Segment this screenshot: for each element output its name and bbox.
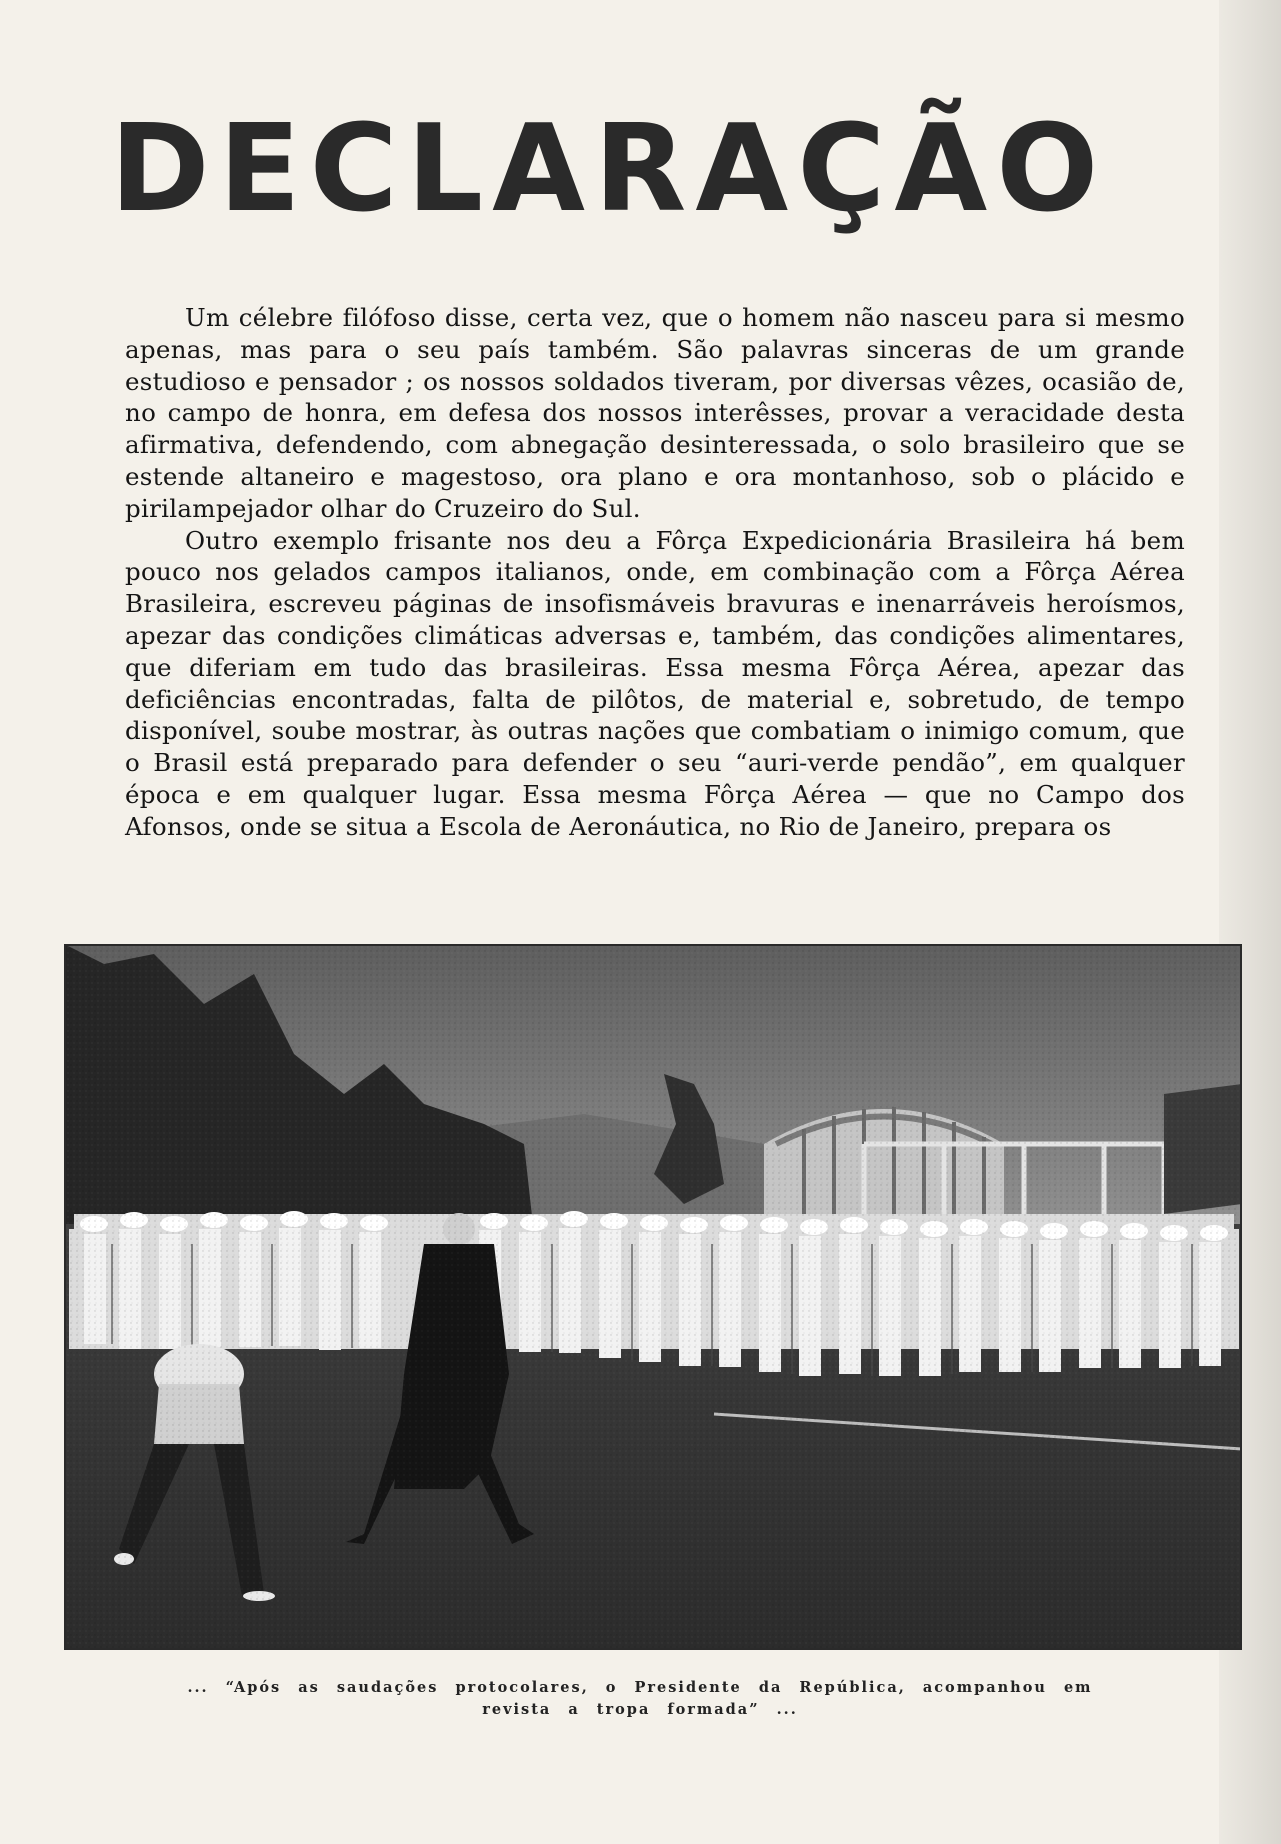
photo-caption: ... “Após as saudações protocolares, o Presidente da República, acompanhou em revista a tropa formada” ... xyxy=(187,1679,1093,1718)
paragraph-1: Um célebre filófoso disse, certa vez, que o homem não nasceu para si mesmo apenas, mas para o seu país também. São palavras sinceras de um grande estudioso e pensador ; os nossos soldados tiveram, por diversas vêzes, ocasião de, no campo de honra, em defesa dos nossos interêsses, provar a veracidade desta afirmativa, defendendo, com abnegação desinteressada, o solo brasileiro que se estende altaneiro e magestoso, ora plano e ora montanhoso, sob o plácido e pirilampejador olhar do Cruzeiro do Sul. xyxy=(125,303,1185,523)
parade-photo-illustration xyxy=(64,944,1242,1650)
paragraph-2: Outro exemplo frisante nos deu a Fôrça Expedicionária Brasileira há bem pouco nos gelados campos italianos, onde, em combinação com a Fôrça Aérea Brasileira, escreveu páginas de insofismáveis bravuras e inenarráveis heroísmos, apezar das condições climáticas adversas e, também, das condições alimentares, que diferiam em tudo das brasileiras. Essa mesma Fôrça Aérea, apezar das deficiências encontradas, falta de pilôtos, de material e, sobretudo, de tempo disponível, soube mostrar, às outras nações que combatiam o inimigo comum, que o Brasil está preparado para defender o seu “auri-verde pendão”, em qualquer época e em qualquer lugar. Essa mesma Fôrça Aérea — que no Campo dos Afonsos, onde se situa a Escola de Aeronáutica, no Rio de Janeiro, prepara os xyxy=(125,525,1185,841)
article-body xyxy=(125,302,1185,843)
page-title: DECLARAÇÃO xyxy=(110,100,1108,239)
parade-photo xyxy=(64,944,1242,1650)
